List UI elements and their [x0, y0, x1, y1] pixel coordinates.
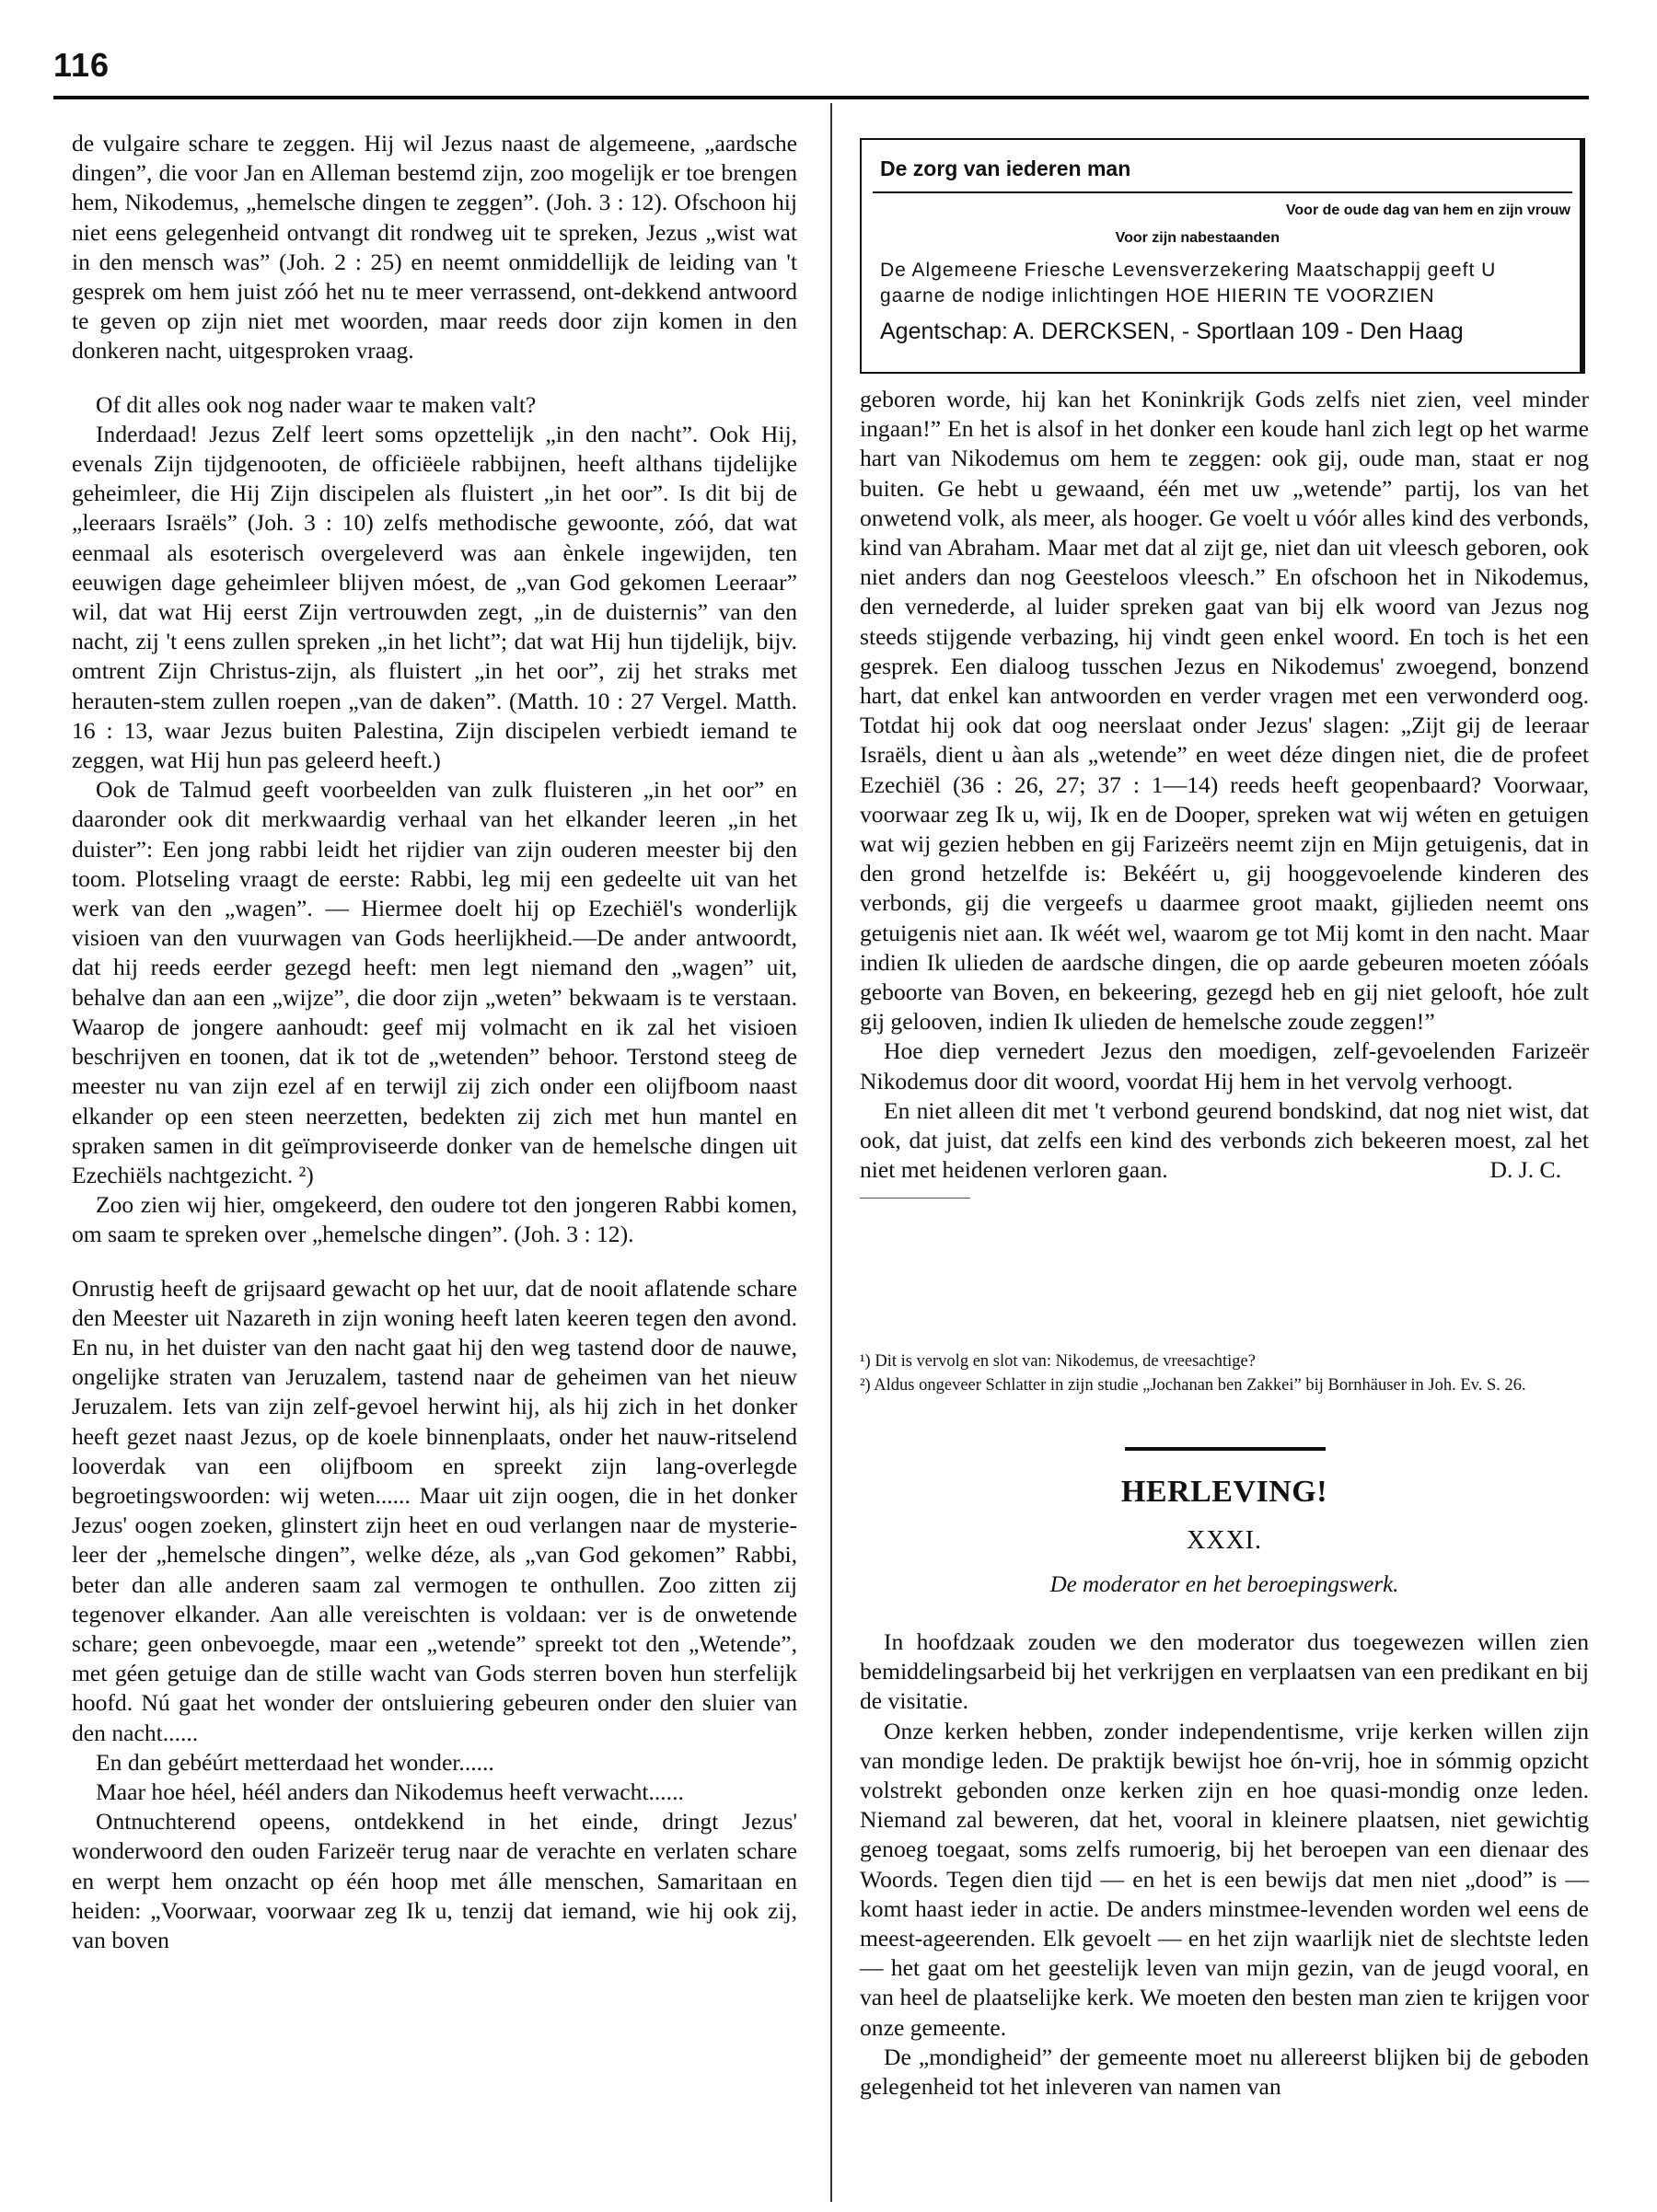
ad-title-rule [873, 191, 1572, 193]
paragraph: Ontnuchterend opeens, ontdekkend in het einde, dringt Jezus' wonderwoord den ouden Farizeër terug naar de verachte en verlaten schare en werpt hem onzacht op één hoop met álle menschen, Samaritaan en heiden: „Voorwaar, voorwaar zeg Ik u, tenzij dat iemand, wie hij ook zij, van boven [72, 1808, 797, 1953]
signature: D. J. C. [1489, 1156, 1561, 1184]
right-column [860, 385, 1589, 1199]
ad-subline: Voor de oude dag van hem en zijn vrouw [1285, 203, 1570, 218]
footnote: ²) Aldus ongeveer Schlatter in zijn studie „Jochanan ben Zakkei” bij Bornhäuser in Joh. Ev. S. 26. [860, 1376, 1526, 1395]
ad-body: De Algemeene Friesche Levensverzekering Maatschappij geeft U [880, 260, 1497, 281]
advertisement-box [860, 138, 1585, 374]
paragraph: De „mondigheid” der gemeente moet nu allereerst blijken bij de geboden gelegenheid tot het inleveren van namen van [860, 2043, 1589, 2101]
column-divider [830, 103, 832, 2202]
paragraph: geboren worde, hij kan het Koninkrijk Gods zelfs niet zien, veel minder ingaan!” En het is alsof in het donker een koude hanl zich legt op het warme hart van Nikodemus om hem te zeggen: ook gij, oude man, staat er nog buiten. Ge hebt u gewaand, één met uw „wetende” partij, los van het onwetend volk, als meer, als hooger. Ge voelt u vóór alles kind des verbonds, kind van Abraham. Maar met dat al zijt ge, niet dan uit vleesch geboren, ook niet anders dan nog Geesteloos vleesch.” En ofschoon het in Nikodemus, den vernederde, al luider spreken gaat van bij elk woord van Jezus nog steeds stijgende verbazing, hij vindt geen enkel woord. En toch is het een gesprek. Een dialoog tusschen Jezus en Nikodemus' zwoegend, bonzend hart, dat enkel kan antwoorden en verder vragen met een verwonderd oog. Totdat hij ook dat oog neerslaat onder Jezus' slagen: „Zijt gij de leeraar Israëls, dient u àan als „wetende” en weet déze dingen niet, die de profeet Ezechiël (36 : 26, 27; 37 : 1—14) reeds heeft geopenbaard? Voorwaar, voorwaar zeg Ik u, wij, Ik en de Dooper, spreken wat wij wéten en getuigen wat wij gezien hebben en gij Farizeërs neemt zijn en Mijn getuigenis, dat in den grond hetzelfde is: Bekéért u, gij hooggevoelende kinderen des verbonds, gij die vergeefs u daarmee groot maakt, gijlieden neemt ons getuigenis niet aan. Ik wéét wel, waarom ge tot Mij komt in den nacht. Maar indien Ik ulieden de aardsche dingen, die op aarde gebeuren moeten zóóals geboorte van Boven, en bekeering, gezegd heb en gij niet gelooft, hóe zult gij gelooven, indien Ik ulieden de hemelsche zoude zeggen!” [860, 386, 1589, 1036]
paragraph: Onze kerken hebben, zonder independentisme, vrije kerken willen zijn van mondige leden. De praktijk bewijst hoe ón-vrij, hoe in sómmig opzicht volstrekt gebonden onze kerken zijn en hoe quasi-mondig onze leden. Niemand zal beweren, dat het, vooral in kleinere plaatsen, niet gewichtig genoeg toegaat, soms zelfs rumoerig, bij het beroepen van een dienaar des Woords. Tegen dien tijd — en het is een bewijs dat men niet „dood” is — komt haast ieder in actie. De anders minstmee-levenden worden wel eens de meest-ageerenden. Elk gevoelt — en het zijn waarlijk niet de slechtste leden — het gaat om het geestelijk leven van mijn gezin, van de jeugd vooral, en van heel de plaatselijke kerk. We moeten den besten man zien te krijgen voor onze gemeente. [860, 1717, 1589, 2041]
left-column [72, 129, 797, 1955]
page-number: 116 [53, 46, 110, 84]
article-body [860, 1627, 1589, 2102]
paragraph [860, 1096, 1589, 1186]
header-rule [53, 96, 1589, 99]
paragraph: Ook de Talmud geeft voorbeelden van zulk fluisteren „in het oor” en daaronder ook dit merkwaardig verhaal van het elkander leeren „in het duister”: Een jong rabbi leidt het rijdier van zijn ouderen meester bij den toom. Plotseling vraagt de eerste: Rabbi, leg mij een gedeelte uit van het werk van den „wagen”. — Hiermee doelt hij op Ezechiël's wonderlijk visioen van den vuurwagen van Gods heerlijkheid.—De ander antwoordt, dat hij reeds eerder gezegd heeft: men legt niemand den „wagen” uit, behalve dan aan een „wijze”, die door zijn „weten” bekwaam is te verstaan. Waarop de jongere aanhoudt: geef mij volmacht en ik zal het visioen beschrijven en toonen, dat ik tot de „wetenden” behoor. Terstond steeg de meester nu van zijn ezel af en terwijl zij zich onder een olijfboom naast elkander op een steen neerzetten, bedekten zij zich met hun mantel en spraken samen in dit geïmproviseerde donker van de hemelsche dingen uit Ezechiëls nachtgezicht. ²) [72, 776, 797, 1188]
paragraph: Zoo zien wij hier, omgekeerd, den oudere tot den jongeren Rabbi komen, om saam te spreken over „hemelsche dingen”. (Joh. 3 : 12). [72, 1191, 797, 1248]
ad-border-shadow [1580, 140, 1585, 374]
paragraph: Of dit alles ook nog nader waar te maken valt? [96, 390, 537, 418]
article-subtitle: De moderator en het beroepingswerk. [1049, 1572, 1399, 1597]
paragraph: Onrustig heeft de grijsaard gewacht op het uur, dat de nooit aflatende schare den Meester uit Nazareth in zijn woning heeft laten keeren tegen den avond. En nu, in het duister van den nacht gaat hij den weg tastend door de nauwe, ongelijke straten van Jeruzalem, tastend naar de geheimen van het nieuw Jeruzalem. Iets van zijn zelf-gevoel herwint hij, als hij zich in het donker heeft gezet naast Jezus, op de koele binnenplaats, onder het nauw-ritselend looverdak van een olijfboom en spreekt zijn lang-overlegde begroetingswoorden: wij weten...... Maar uit zijn oogen, die in het donker Jezus' oogen zoeken, glinstert zijn heet en oud verlangen naar de mysterie-leer der „hemelsche dingen”, welke déze, als „van God gekomen” Rabbi, beter dan alle anderen saam zal vermogen te onthullen. Zoo zitten zij tegenover elkander. Aan alle vereischten is voldaan: ver is de onwetende schare; geen onbevoegde, maar een „wetende” spreekt tot den „Wetende”, met géen getuige dan de stille wacht van Gods sterren boven hun sterfelijk hoofd. Nú gaat het wonder der ontsluiering gebeuren onder den sluier van den nacht...... [72, 1274, 797, 1746]
ad-agent: Agentschap: A. DERCKSEN, - Sportlaan 109 - Den Haag [880, 318, 1464, 344]
ad-title: De zorg van iederen man [880, 156, 1131, 180]
paragraph: Hoe diep vernedert Jezus den moedigen, zelf-gevoelenden Farizeër Nikodemus door dit woord, voordat Hij hem in het vervolg verhoogt. [860, 1037, 1589, 1094]
article-number: XXXI. [1187, 1526, 1262, 1555]
ad-body: gaarne de nodige inlichtingen HOE HIERIN TE VOORZIEN [880, 285, 1435, 307]
paragraph-text: En niet alleen dit met 't verbond geurend bondskind, dat nog niet wist, dat ook, dat juist, dat zelfs een kind des verbonds zich bekeeren moest, zal het niet met heidenen verloren gaan. [860, 1096, 1589, 1184]
paragraph: Maar hoe héel, héél anders dan Nikodemus heeft verwacht...... [96, 1778, 684, 1805]
end-rule [860, 1198, 970, 1199]
section-separator [1125, 1447, 1326, 1451]
paragraph: In hoofdzaak zouden we den moderator dus toegewezen willen zien bemiddelingsarbeid bij het verkrijgen en verplaatsen van een predikant en bij de visitatie. [860, 1628, 1589, 1715]
footnote: ¹) Dit is vervolg en slot van: Nikodemus, de vreesachtige? [860, 1352, 1256, 1371]
paragraph: de vulgaire schare te zeggen. Hij wil Jezus naast de algemeene, „aardsche dingen”, die voor Jan en Alleman bestemd zijn, zoo mogelijk er toe brengen hem, Nikodemus, „hemelsche dingen te zeggen”. (Joh. 3 : 12). Ofschoon hij niet eens gelegenheid ontvangt dit rondweg uit te spreken, Jezus „wist wat in den mensch was” (Joh. 2 : 25) en neemt onmiddellijk de leiding van 't gesprek om hem juist zóó het nu te meer verrassend, ont-dekkend antwoord te geven op zijn niet met woorden, maar reeds door zijn komen in den donkeren nacht, uitgesproken vraag. [72, 130, 797, 365]
paragraph: En dan gebéúrt metterdaad het wonder...... [96, 1748, 494, 1776]
ad-subline: Voor zijn nabestaanden [1115, 230, 1280, 246]
paragraph: Inderdaad! Jezus Zelf leert soms opzettelijk „in den nacht”. Ook Hij, evenals Zijn tijdgenooten, de officiëele rabbijnen, heeft althans tijdelijke geheimleer, die Hij Zijn discipelen als fluistert „in het oor”. Is dit bij de „leeraars Israëls” (Joh. 3 : 10) zelfs methodische gewoonte, zóó, dat wat eenmaal als esoterisch overgeleverd was aan ènkele ingewijden, ten eeuwigen dage geheimleer blijven móest, de „van God gekomen Leeraar” wil, dat wat Hij eerst Zijn vertrouwden zegt, „in de duisternis” van den nacht, zij 't eens zullen spreken „in het licht”; dat wat Hij hun tijdelijk, bijv. omtrent Zijn Christus-zijn, als fluistert „in het oor”, zij het straks met herauten-stem zullen roepen „van de daken”. (Matth. 10 : 27 Vergel. Matth. 16 : 13, waar Jezus buiten Palestina, Zijn discipelen verbiedt iemand te zeggen, wat Hij hun pas geleerd heeft.) [72, 420, 797, 774]
article-title: HERLEVING! [1120, 1475, 1328, 1509]
